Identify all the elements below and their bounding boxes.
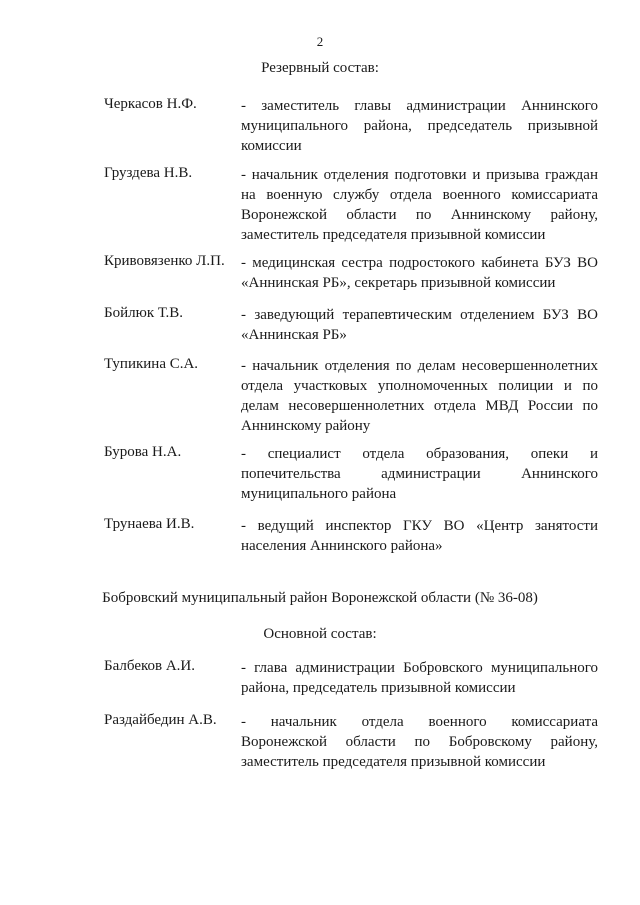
member-description: - заместитель главы администрации Аннинского муниципального района, председатель призывной комиссии xyxy=(241,98,598,154)
member-description: - заведующий терапевтическим отделением БУЗ ВО «Аннинская РБ» xyxy=(241,307,598,343)
page-number: 2 xyxy=(316,34,324,49)
member-description: - начальник отдела военного комиссариата Воронежской области по Бобровскому району, заместитель председателя призывной комиссии xyxy=(241,714,598,770)
member-name: Бурова Н.А. xyxy=(104,444,182,460)
member-name: Трунаева И.В. xyxy=(104,516,195,532)
member-name: Черкасов Н.Ф. xyxy=(104,96,197,112)
member-name: Кривовязенко Л.П. xyxy=(104,253,225,269)
member-description: - ведущий инспектор ГКУ ВО «Центр занятости населения Аннинского района» xyxy=(241,518,598,554)
district-title: Бобровский муниципальный район Воронежской области (№ 36-08) xyxy=(102,590,538,606)
member-description: - начальник отделения подготовки и призыва граждан на военную службу отдела военного комиссариата Воронежской области по Аннинскому району, заместитель председателя призывной комиссии xyxy=(241,167,598,243)
member-description: - начальник отделения по делам несовершеннолетних отдела участковых уполномоченных полиции и по делам несовершеннолетних отдела МВД России по Аннинскому району xyxy=(241,358,598,434)
member-name: Груздева Н.В. xyxy=(104,165,193,181)
member-name: Тупикина С.А. xyxy=(104,356,199,372)
member-name: Раздайбедин А.В. xyxy=(104,712,217,728)
member-description: - глава администрации Бобровского муниципального района, председатель призывной комиссии xyxy=(241,660,598,696)
reserve-composition-heading: Резервный состав: xyxy=(261,60,379,76)
member-name: Балбеков А.И. xyxy=(104,658,196,674)
member-name: Бойлюк Т.В. xyxy=(104,305,184,321)
main-composition-heading: Основной состав: xyxy=(263,626,377,642)
member-description: - специалист отдела образования, опеки и попечительства администрации Аннинского муниципального района xyxy=(241,446,598,502)
member-description: - медицинская сестра подростокого кабинета БУЗ ВО «Аннинская РБ», секретарь призывной комиссии xyxy=(241,255,598,291)
